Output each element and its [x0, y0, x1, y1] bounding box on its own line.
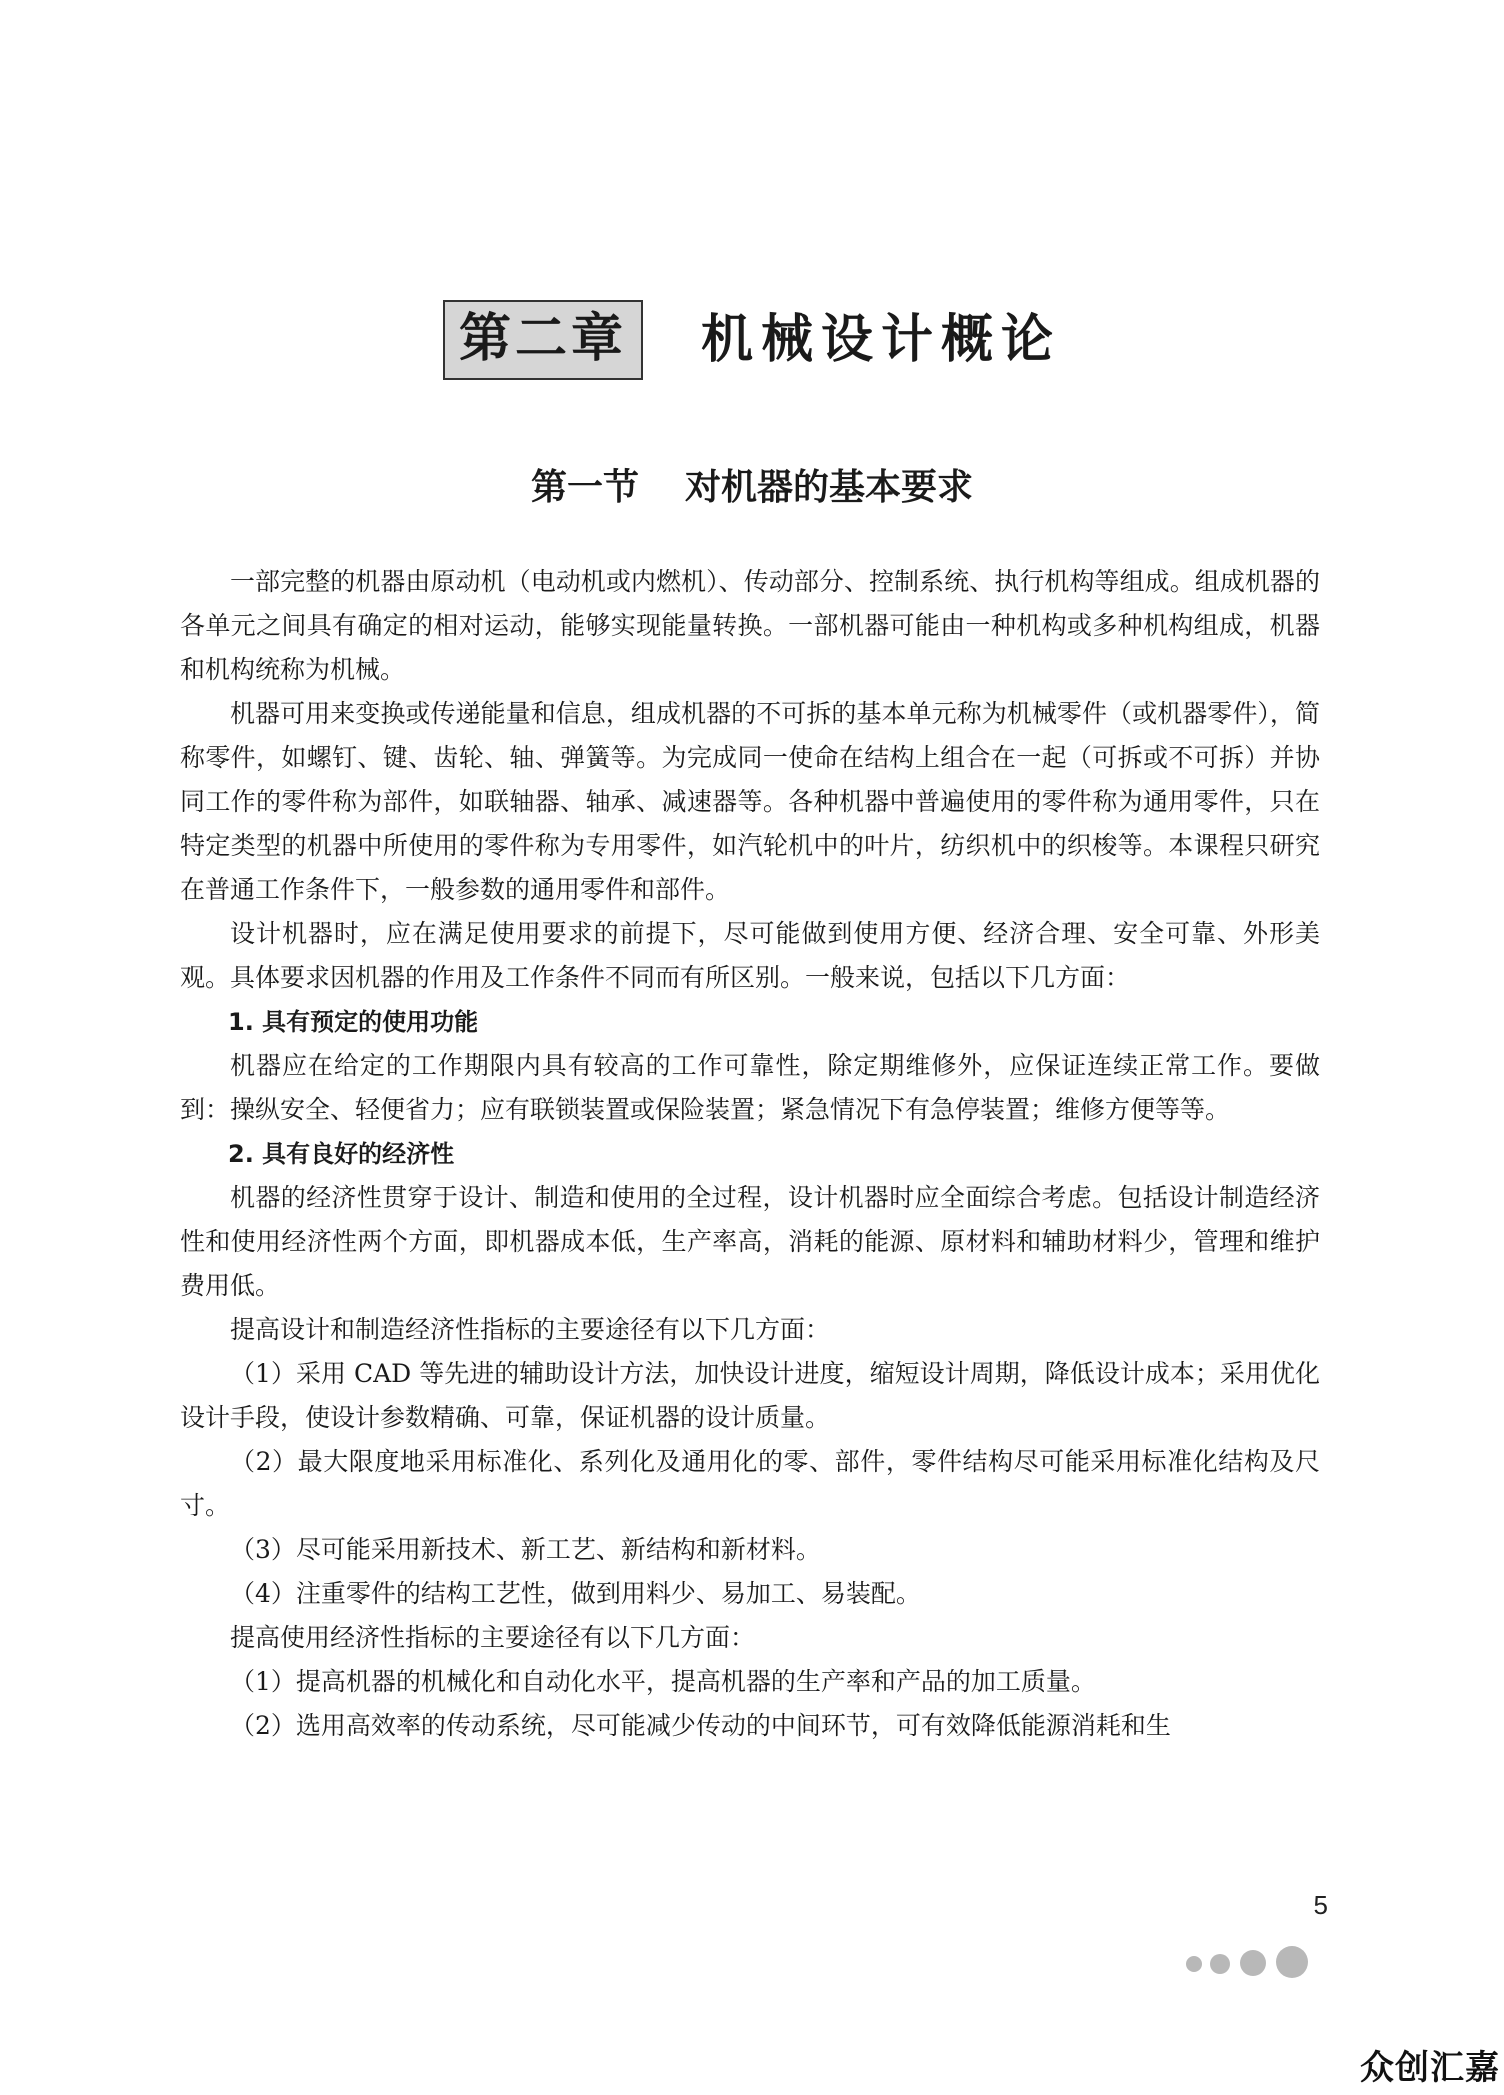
decoration-dot — [1210, 1954, 1230, 1974]
list-item: （4）注重零件的结构工艺性，做到用料少、易加工、易装配。 — [230, 1579, 921, 1608]
list-item: （3）尽可能采用新技术、新工艺、新结构和新材料。 — [230, 1535, 821, 1564]
section-title: 对机器的基本要求 — [685, 466, 974, 508]
decoration-dot — [1276, 1946, 1308, 1978]
subheading: 1. 具有预定的使用功能 — [228, 1008, 479, 1036]
chapter-heading — [0, 300, 1504, 380]
watermark: 众创汇嘉 — [1360, 2048, 1500, 2088]
decoration-dot — [1186, 1956, 1202, 1972]
page-decoration-dots — [1180, 1940, 1340, 1980]
paragraph: 机器可用来变换或传递能量和信息，组成机器的不可拆的基本单元称为机械零件（或机器零件），简称零件，如螺钉、键、齿轮、轴、弹簧等。为完成同一使命在结构上组合在一起（可拆或不可拆）并协同工作的零件称为部件，如联轴器、轴承、减速器等。各种机器中普遍使用的零件称为通用零件，只在特定类型的机器中所使用的零件称为专用零件，如汽轮机中的叶片，纺织机中的织梭等。本课程只研究在普通工作条件下，一般参数的通用零件和部件。 — [180, 699, 1320, 904]
paragraph: 机器应在给定的工作期限内具有较高的工作可靠性，除定期维修外，应保证连续正常工作。要做到：操纵安全、轻便省力；应有联锁装置或保险装置；紧急情况下有急停装置；维修方便等等。 — [180, 1051, 1320, 1124]
paragraph: 设计机器时，应在满足使用要求的前提下，尽可能做到使用方便、经济合理、安全可靠、外形美观。具体要求因机器的作用及工作条件不同而有所区别。一般来说，包括以下几方面： — [180, 919, 1320, 992]
subheading: 2. 具有良好的经济性 — [228, 1140, 455, 1168]
section-label: 第一节 — [530, 466, 639, 508]
list-item: （2）选用高效率的传动系统，尽可能减少传动的中间环节，可有效降低能源消耗和生 — [230, 1711, 1171, 1740]
page-number: 5 — [1313, 1890, 1328, 1920]
chapter-label: 第二章 — [443, 300, 643, 380]
decoration-dot — [1240, 1950, 1266, 1976]
body-text — [180, 560, 1320, 1748]
paragraph: 提高使用经济性指标的主要途径有以下几方面： — [230, 1623, 756, 1652]
list-item: （1）采用 CAD 等先进的辅助设计方法，加快设计进度，缩短设计周期，降低设计成本；采用优化设计手段，使设计参数精确、可靠，保证机器的设计质量。 — [180, 1359, 1320, 1432]
section-heading — [0, 462, 1504, 512]
list-item: （1）提高机器的机械化和自动化水平，提高机器的生产率和产品的加工质量。 — [230, 1667, 1096, 1696]
paragraph: 一部完整的机器由原动机（电动机或内燃机）、传动部分、控制系统、执行机构等组成。组成机器的各单元之间具有确定的相对运动，能够实现能量转换。一部机器可能由一种机构或多种机构组成，机器和机构统称为机械。 — [180, 567, 1320, 684]
list-item: （2）最大限度地采用标准化、系列化及通用化的零、部件，零件结构尽可能采用标准化结构及尺寸。 — [180, 1447, 1320, 1520]
chapter-title: 机械设计概论 — [701, 309, 1062, 370]
paragraph: 机器的经济性贯穿于设计、制造和使用的全过程，设计机器时应全面综合考虑。包括设计制造经济性和使用经济性两个方面，即机器成本低，生产率高，消耗的能源、原材料和辅助材料少，管理和维护费用低。 — [180, 1183, 1320, 1300]
paragraph: 提高设计和制造经济性指标的主要途径有以下几方面： — [230, 1315, 831, 1344]
